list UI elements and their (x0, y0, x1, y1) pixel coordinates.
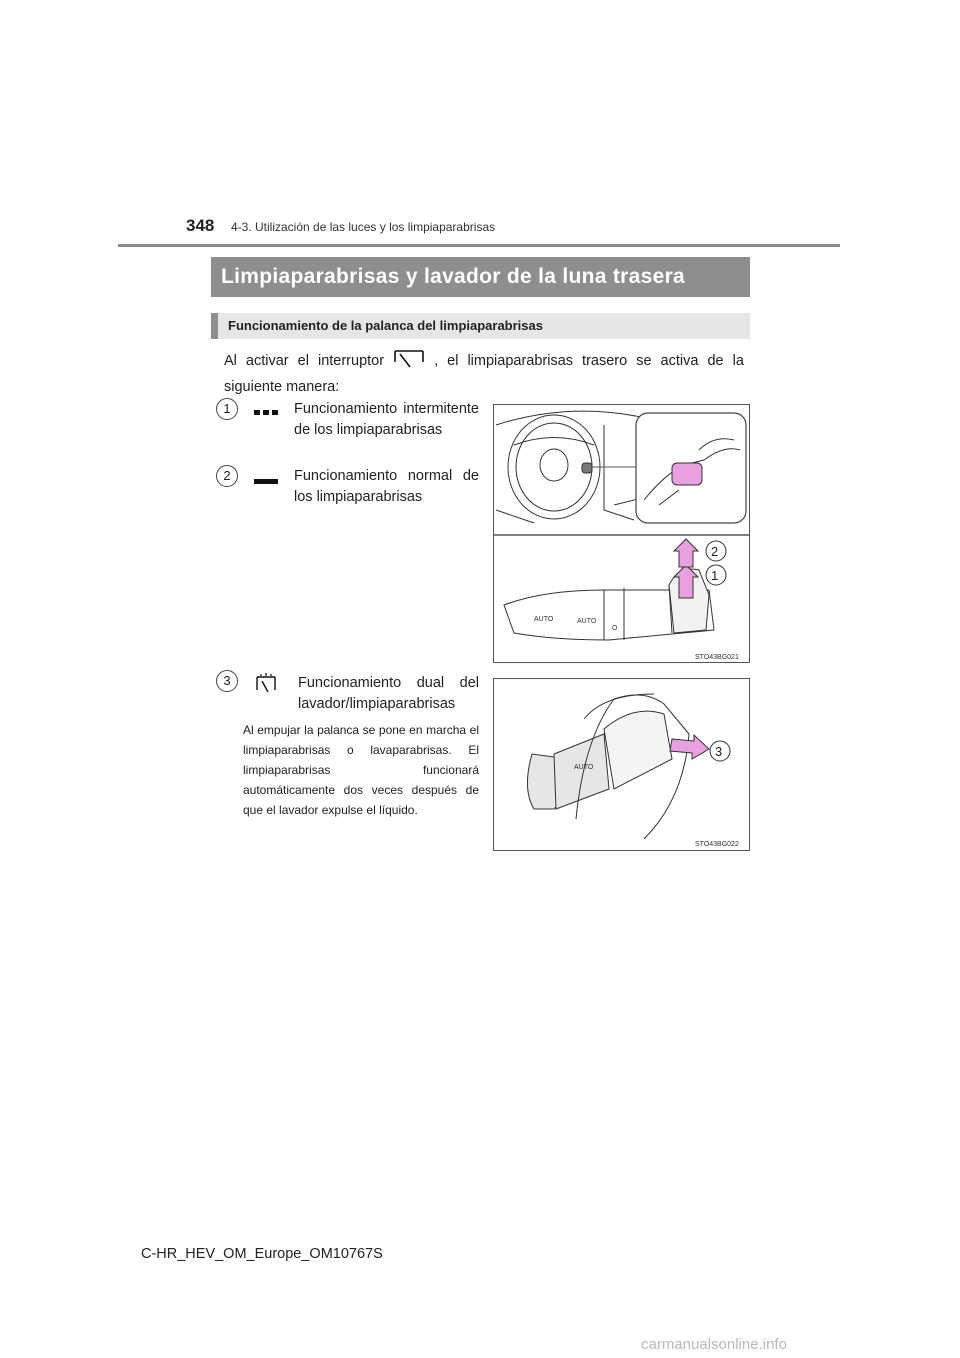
lever-label: AUTO (574, 764, 594, 771)
chapter-heading: 4-3. Utilización de las luces y los limpiaparabrisas (231, 220, 496, 234)
watermark: carmanualsonline.info (641, 1336, 787, 1353)
callout-2: 2 (711, 544, 719, 559)
item-2-number: 2 (216, 465, 238, 487)
figure-washer-operation (493, 678, 750, 851)
lever-label: O (612, 625, 618, 632)
figure-wiper-lever-operation (493, 404, 750, 663)
item-3-note: Al empujar la palanca se pone en marcha el limpiaparabrisas o lavaparabrisas. El limpiaparabrisas funcionará automáticamente dos veces después de que el lavador expulse el líquido. (243, 723, 479, 817)
intro-word: activa (660, 353, 699, 369)
callout-1: 1 (711, 568, 719, 583)
washer-icon (254, 672, 278, 699)
callout-3: 3 (715, 744, 723, 759)
lever-illustration (494, 405, 749, 662)
intro-word: la (732, 353, 744, 369)
item-1-number: 1 (216, 398, 238, 420)
normal-operation-icon (254, 473, 278, 491)
item-1-text: Funcionamiento intermitente de los limpiaparabrisas (294, 401, 479, 438)
lever-label: AUTO (534, 616, 554, 623)
section-title: Limpiaparabrisas y lavador de la luna trasera (211, 257, 750, 297)
intro-word: interruptor (317, 353, 385, 369)
lever-label: AUTO (577, 618, 597, 625)
rear-wiper-switch-icon (393, 348, 425, 368)
intro-word: activar (245, 353, 289, 369)
intro-line-1 (224, 348, 744, 374)
figure-code: STO43BG022 (695, 841, 739, 848)
footer-document-id: C-HR_HEV_OM_Europe_OM10767S (141, 1246, 383, 1262)
intro-word: Al (224, 353, 237, 369)
intro-line-2: siguiente manera: (224, 379, 340, 395)
intro-word: el (447, 353, 459, 369)
figure-code: STO43BG021 (695, 654, 739, 661)
hand-lever-illustration (494, 679, 749, 850)
intro-word: , (434, 353, 439, 369)
item-3-number: 3 (216, 670, 238, 692)
intro-word: de (707, 353, 724, 369)
intro-word: trasero (582, 353, 628, 369)
item-2-text: Funcionamiento normal de los limpiaparabrisas (294, 468, 479, 505)
intro-word: se (636, 353, 652, 369)
item-3-text: Funcionamiento dual del lavador/limpiaparabrisas (298, 675, 479, 712)
header-divider (118, 244, 840, 247)
intermittent-icon (254, 404, 278, 422)
intro-paragraph (224, 348, 744, 400)
intro-word: limpiaparabrisas (467, 353, 574, 369)
intro-word: el (297, 353, 309, 369)
page-number: 348 (186, 216, 215, 235)
section-subtitle: Funcionamiento de la palanca del limpiaparabrisas (211, 313, 750, 339)
